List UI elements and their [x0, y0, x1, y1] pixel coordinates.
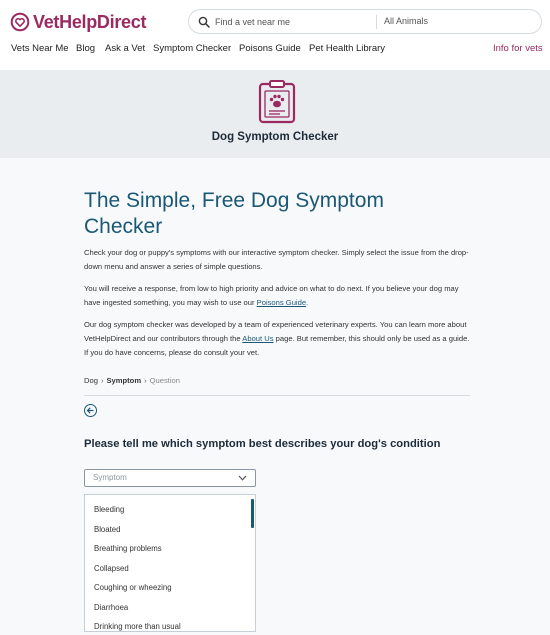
nav-poisons-guide[interactable]: Poisons Guide: [239, 43, 301, 54]
symptom-option[interactable]: Bloated: [94, 525, 121, 534]
search-divider: [376, 15, 377, 29]
about-paragraph: Our dog symptom checker was developed by a team of experienced veterinary experts. You can learn more about VetHelpDirect and our contributors through the About Us page. But remember, this should only be used as a guide. If you do have concerns, please do consult your vet.: [84, 320, 470, 357]
symptom-select-value: Symptom: [93, 473, 127, 482]
response-paragraph: You will receive a response, from low to high priority and advice on what to do next. If you believe your dog may have ingested something, you may wish to use our Poisons Guide.: [84, 284, 459, 307]
nav-vets-near-me[interactable]: Vets Near Me: [11, 43, 69, 54]
back-button[interactable]: [84, 404, 97, 417]
page-title: The Simple, Free Dog Symptom Checker: [84, 189, 384, 238]
symptom-option[interactable]: Diarrhoea: [94, 603, 129, 612]
search-bar: [188, 9, 542, 34]
intro-paragraph: Check your dog or puppy's symptoms with our interactive symptom checker. Simply select the issue from the drop-down menu and answer a series of simple questions.: [84, 248, 469, 271]
symptom-option[interactable]: Coughing or wheezing: [94, 583, 172, 592]
chevron-right-icon: ›: [144, 376, 147, 385]
symptom-option[interactable]: Bleeding: [94, 505, 125, 514]
divider: [84, 395, 470, 396]
symptom-option[interactable]: Drinking more than usual: [94, 622, 181, 631]
clipboard-paw-icon: [258, 80, 296, 124]
breadcrumb-question: Question: [149, 376, 181, 385]
nav-symptom-checker[interactable]: Symptom Checker: [153, 43, 232, 54]
nav-pet-health-library[interactable]: Pet Health Library: [309, 43, 386, 54]
dropdown-scrollbar[interactable]: [251, 499, 254, 528]
breadcrumb: [84, 376, 180, 385]
symptom-dropdown-list: [84, 494, 256, 632]
about-us-link[interactable]: About Us: [242, 334, 274, 343]
breadcrumb-symptom: Symptom: [106, 376, 142, 385]
main-nav: [0, 43, 550, 57]
symptom-option[interactable]: Breathing problems: [94, 544, 162, 553]
poisons-guide-link[interactable]: Poisons Guide: [256, 298, 307, 307]
logo[interactable]: [10, 11, 146, 33]
breadcrumb-dog[interactable]: Dog: [84, 376, 98, 385]
logo-text: VetHelpDirect: [33, 11, 147, 32]
hero-title: Dog Symptom Checker: [211, 131, 339, 143]
symptom-option[interactable]: Collapsed: [94, 564, 129, 573]
search-input[interactable]: [215, 10, 365, 33]
animal-filter-select[interactable]: All Animals: [384, 16, 429, 26]
arrow-left-icon: [86, 406, 95, 415]
chevron-down-icon: [238, 475, 247, 481]
site-header: [0, 0, 550, 70]
search-icon[interactable]: [198, 16, 210, 28]
nav-ask-a-vet[interactable]: Ask a Vet: [105, 43, 146, 54]
nav-blog[interactable]: Blog: [76, 43, 96, 54]
nav-info-for-vets[interactable]: Info for vets: [493, 43, 543, 54]
symptom-select[interactable]: [84, 469, 256, 487]
logo-heart-icon: [10, 12, 30, 32]
question-heading: Please tell me which symptom best describes your dog's condition: [84, 438, 441, 450]
chevron-right-icon: ›: [100, 376, 104, 385]
hero-banner: [0, 70, 550, 158]
